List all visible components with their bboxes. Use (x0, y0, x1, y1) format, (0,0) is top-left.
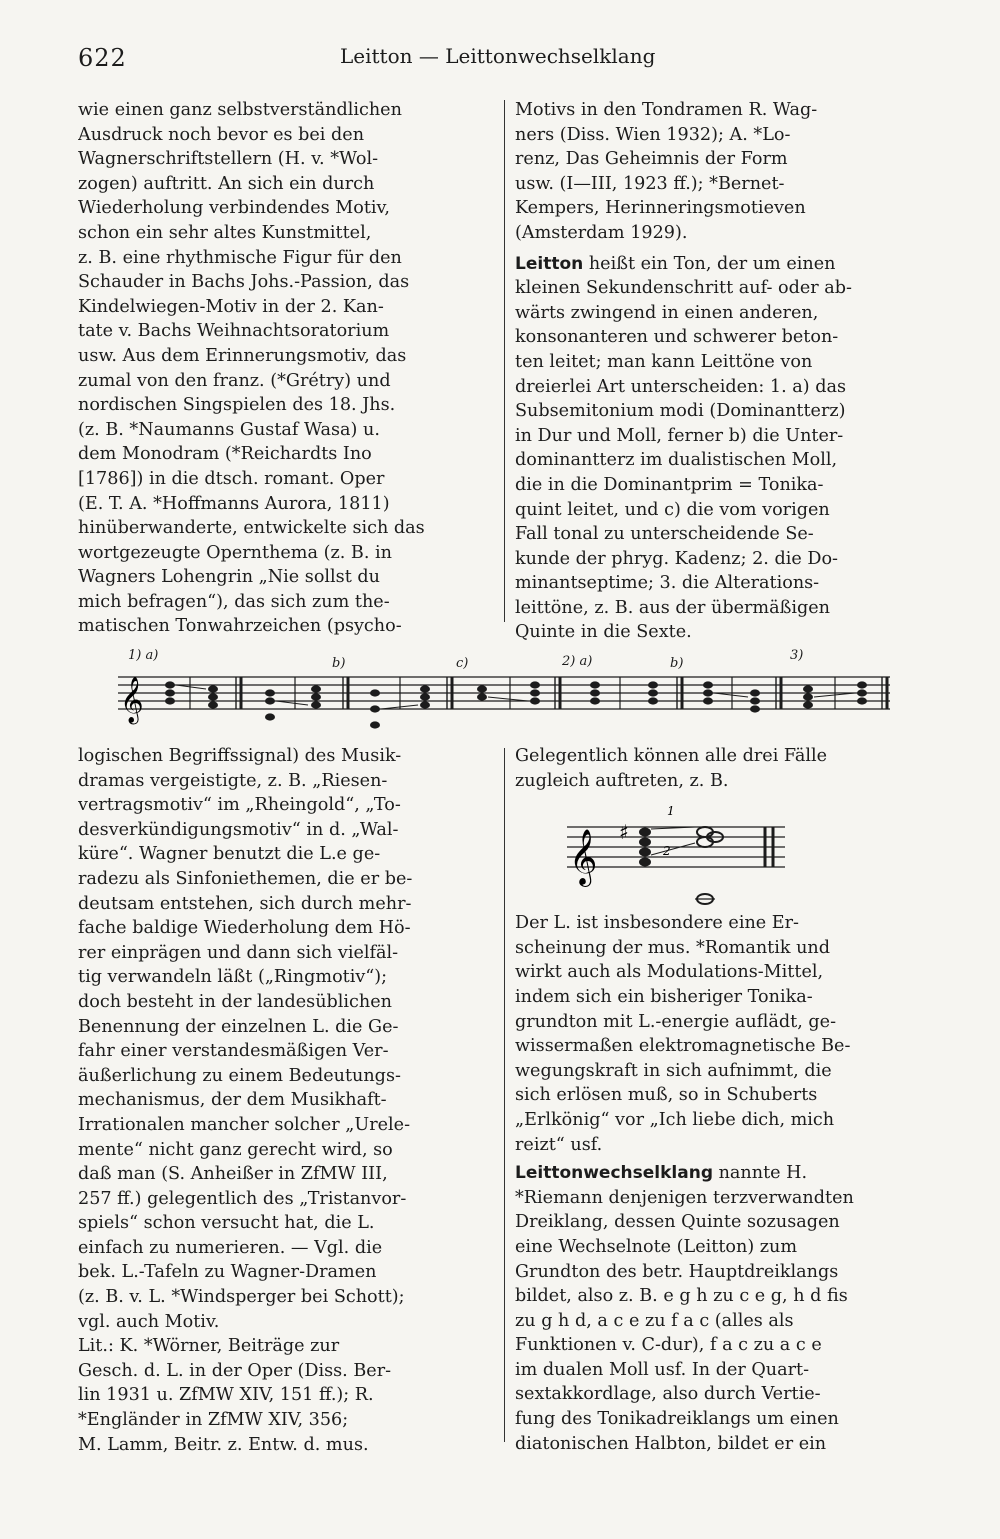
text-line: quint leitet, und c) die vom vorigen (515, 499, 830, 520)
text-line: in Dur und Moll, ferner b) die Unter- (515, 425, 844, 446)
text-line: Quinte in die Sexte. (515, 622, 692, 643)
literature-block (78, 1334, 494, 1457)
text-line: nordischen Singspielen des 18. Jhs. (78, 395, 396, 416)
text-line: grundton mit L.-energie auflädt, ge- (515, 1011, 837, 1032)
right-column-bottom (515, 744, 939, 1456)
score-label: b) (332, 656, 346, 671)
text-line: Funktionen v. C-dur), f a c zu a c e (515, 1335, 822, 1356)
text-line: radezu als Sinfoniethemen, die er be- (78, 868, 413, 889)
text-line: Gesch. d. L. in der Oper (Diss. Ber- (78, 1360, 392, 1381)
text-line: im dualen Moll usf. In der Quart- (515, 1359, 810, 1380)
column-rule-bottom (504, 748, 505, 1442)
running-head: Leitton — Leittonwechselklang (340, 44, 656, 68)
text-line: 257 ff.) gelegentlich des „Tristanvor- (78, 1188, 407, 1209)
text-line: (Amsterdam 1929). (515, 222, 688, 243)
left-bottom-lines (78, 744, 494, 1334)
text-line: mich befragen“), das sich zum the- (78, 591, 390, 612)
text-line: Wiederholung verbindendes Motiv, (78, 198, 390, 219)
text-line: tate v. Bachs Weihnachtsoratorium (78, 321, 390, 342)
text-line: wärts zwingend in einen anderen, (515, 302, 819, 323)
text-line: usw. Aus dem Erinnerungsmotiv, das (78, 345, 407, 366)
sharp-icon: ♯ (619, 820, 629, 845)
text-line: einfach zu numerieren. — Vgl. die (78, 1237, 383, 1258)
text-line: fung des Tonikadreiklangs um einen (515, 1409, 839, 1430)
lemma-leitton: Leitton (515, 253, 584, 274)
text-line: Dreiklang, dessen Quinte sozusagen (515, 1212, 840, 1233)
text-line: wirkt auch als Modulations-Mittel, (515, 962, 824, 983)
text-line: daß man (S. Anheißer in ZfMW III, (78, 1164, 388, 1185)
text-line: Lit.: K. *Wörner, Beiträge zur (78, 1336, 340, 1357)
score-label: 3) (790, 648, 804, 663)
right-column-top (515, 98, 939, 645)
text-line: indem sich ein bisheriger Tonika- (515, 986, 813, 1007)
text-line: tig verwandeln läßt („Ringmotiv“); (78, 967, 388, 988)
right-bottom-intro (515, 744, 939, 793)
text-line: äußerlichung zu einem Bedeutungs- (78, 1065, 401, 1086)
chord-notes (165, 681, 867, 728)
text-line: Benennung der einzelnen L. die Ge- (78, 1016, 399, 1037)
text-line: wie einen ganz selbstverständlichen (78, 100, 402, 120)
text-line: die in die Dominantprim = Tonika- (515, 474, 824, 495)
text-line: Schauder in Bachs Johs.-Passion, das (78, 272, 410, 293)
text-line: diatonischen Halbton, bildet er ein (515, 1433, 827, 1454)
text-line: (z. B. *Naumanns Gustaf Wasa) u. (78, 419, 380, 440)
text-line: reizt“ usf. (515, 1134, 603, 1155)
text-line: vertragsmotiv“ im „Rheingold“, „To- (78, 795, 401, 816)
text-line: Motivs in den Tondramen R. Wag- (515, 100, 818, 120)
treble-clef-icon: 𝄞 (569, 829, 598, 886)
wechsel-first-line: nannte H. (713, 1163, 808, 1184)
text-line: bildet, also z. B. e g h zu c e g, h d fis (515, 1286, 848, 1307)
score-label: 1) a) (128, 648, 159, 663)
text-line: spiels“ schon versucht hat, die L. (78, 1213, 375, 1234)
score-label: 2 (663, 844, 671, 859)
text-line: M. Lamm, Beitr. z. Entw. d. mus. (78, 1434, 369, 1455)
text-line: *Engländer in ZfMW XIV, 356; (78, 1410, 349, 1431)
text-line: dominantterz im dualistischen Moll, (515, 450, 838, 471)
text-line: minantseptime; 3. die Alterations- (515, 573, 820, 594)
text-line: dem Monodram (*Reichardts Ino (78, 444, 372, 465)
text-line: Der L. ist insbesondere eine Er- (515, 913, 799, 934)
text-line: zogen) auftritt. An sich ein durch (78, 173, 375, 194)
text-line: desverkündigungsmotiv“ in d. „Wal- (78, 819, 399, 840)
text-line: fache baldige Wiederholung dem Hö- (78, 918, 411, 939)
bibliography-continuation (515, 98, 939, 246)
leitton-body (515, 276, 939, 645)
text-line: Irrationalen mancher solcher „Urele- (78, 1114, 411, 1135)
text-line: zugleich auftreten, z. B. (515, 770, 729, 791)
text-line: renz, Das Geheimnis der Form (515, 149, 788, 170)
text-line: Kempers, Herinneringsmotieven (515, 198, 806, 219)
text-line: Gelegentlich können alle drei Fälle (515, 746, 828, 766)
text-line: Subsemitonium modi (Dominantterz) (515, 401, 846, 422)
leading-tone-arrows (176, 685, 855, 709)
text-line: Grundton des betr. Hauptdreiklangs (515, 1261, 839, 1282)
text-line: sextakkordlage, also durch Vertie- (515, 1384, 821, 1405)
romantik-paragraph (515, 911, 939, 1157)
leitton-first-line: heißt ein Ton, der um einen (583, 253, 836, 274)
text-line: kleinen Sekundenschritt auf- oder ab- (515, 278, 852, 299)
text-line: hinüberwanderte, entwickelte sich das (78, 518, 425, 539)
text-line: scheinung der mus. *Romantik und (515, 937, 831, 958)
wechsel-body (515, 1186, 939, 1457)
text-line: logischen Begriffssignal) des Musik- (78, 746, 402, 766)
text-line: z. B. eine rhythmische Figur für den (78, 247, 402, 268)
text-line: Wagners Lohengrin „Nie sollst du (78, 567, 380, 588)
text-line: deutsam entstehen, sich durch mehr- (78, 893, 412, 914)
text-line: fahr einer verstandesmäßigen Ver- (78, 1041, 389, 1062)
page-number: 622 (78, 44, 127, 72)
text-line: dreierlei Art unterscheiden: 1. a) das (515, 376, 847, 397)
small-score-svg (565, 793, 895, 911)
score-label: b) (670, 656, 684, 671)
left-top-lines (78, 98, 494, 639)
text-line: Wagnerschriftstellern (H. v. *Wol- (78, 149, 379, 170)
music-example-small (515, 793, 939, 911)
text-line: sich erlösen muß, so in Schuberts (515, 1085, 818, 1106)
music-example-main (110, 645, 900, 740)
score-label: c) (456, 656, 469, 671)
text-line: konsonanteren und schwerer beton- (515, 327, 839, 348)
text-line: ten leitet; man kann Leittöne von (515, 351, 813, 372)
text-line: Fall tonal zu unterscheidende Se- (515, 524, 814, 545)
text-line: usw. (I—III, 1923 ff.); *Bernet- (515, 173, 785, 194)
left-column-bottom (78, 744, 494, 1457)
text-line: dramas vergeistigte, z. B. „Riesen- (78, 770, 388, 791)
text-line: (E. T. A. *Hoffmanns Aurora, 1811) (78, 493, 390, 514)
text-line: eine Wechselnote (Leitton) zum (515, 1236, 798, 1257)
text-line: kunde der phryg. Kadenz; 2. die Do- (515, 548, 839, 569)
score-label: 2) a) (562, 654, 593, 669)
text-line: wissermaßen elektromagnetische Be- (515, 1036, 851, 1057)
text-line: matischen Tonwahrzeichen (psycho- (78, 616, 402, 637)
text-line: ners (Diss. Wien 1932); A. *Lo- (515, 124, 791, 145)
text-line: zumal von den franz. (*Grétry) und (78, 370, 391, 391)
text-line: Ausdruck noch bevor es bei den (78, 124, 365, 145)
text-line: leittöne, z. B. aus der übermäßigen (515, 597, 830, 618)
text-line: küre“. Wagner benutzt die L.e ge- (78, 844, 381, 865)
text-line: bek. L.-Tafeln zu Wagner-Dramen (78, 1262, 377, 1283)
text-line: lin 1931 u. ZfMW XIV, 151 ff.); R. (78, 1385, 374, 1406)
treble-clef-icon: 𝄞 (120, 677, 144, 723)
text-line: schon ein sehr altes Kunstmittel, (78, 222, 372, 243)
text-line: zu g h d, a c e zu f a c (alles als (515, 1310, 794, 1331)
text-line: wortgezeugte Opernthema (z. B. in (78, 542, 392, 563)
entry-leitton (515, 252, 939, 646)
text-line: (z. B. v. L. *Windsperger bei Schott); (78, 1287, 405, 1308)
text-line: mente“ nicht ganz gerecht wird, so (78, 1139, 393, 1160)
text-line: Kindelwiegen-Motiv in der 2. Kan- (78, 296, 384, 317)
text-line: [1786]) in die dtsch. romant. Oper (78, 468, 385, 489)
text-line: mechanismus, der dem Musikhaft- (78, 1090, 387, 1111)
score-label: 1 (667, 804, 675, 819)
text-line: vgl. auch Motiv. (78, 1311, 220, 1332)
text-line: *Riemann denjenigen terzverwandten (515, 1187, 854, 1208)
score-svg (110, 645, 900, 740)
lemma-leittonwechselklang: Leittonwechselklang (515, 1163, 713, 1184)
text-line: wegungskraft in sich aufnimmt, die (515, 1060, 832, 1081)
text-line: „Erlkönig“ vor „Ich liebe dich, mich (515, 1109, 835, 1130)
text-line: doch besteht in der landesüblichen (78, 991, 392, 1012)
left-column-top (78, 98, 494, 639)
column-rule-top (504, 100, 505, 622)
text-line: rer einprägen und dann sich vielfäl- (78, 942, 399, 963)
entry-leittonwechselklang (515, 1161, 939, 1456)
